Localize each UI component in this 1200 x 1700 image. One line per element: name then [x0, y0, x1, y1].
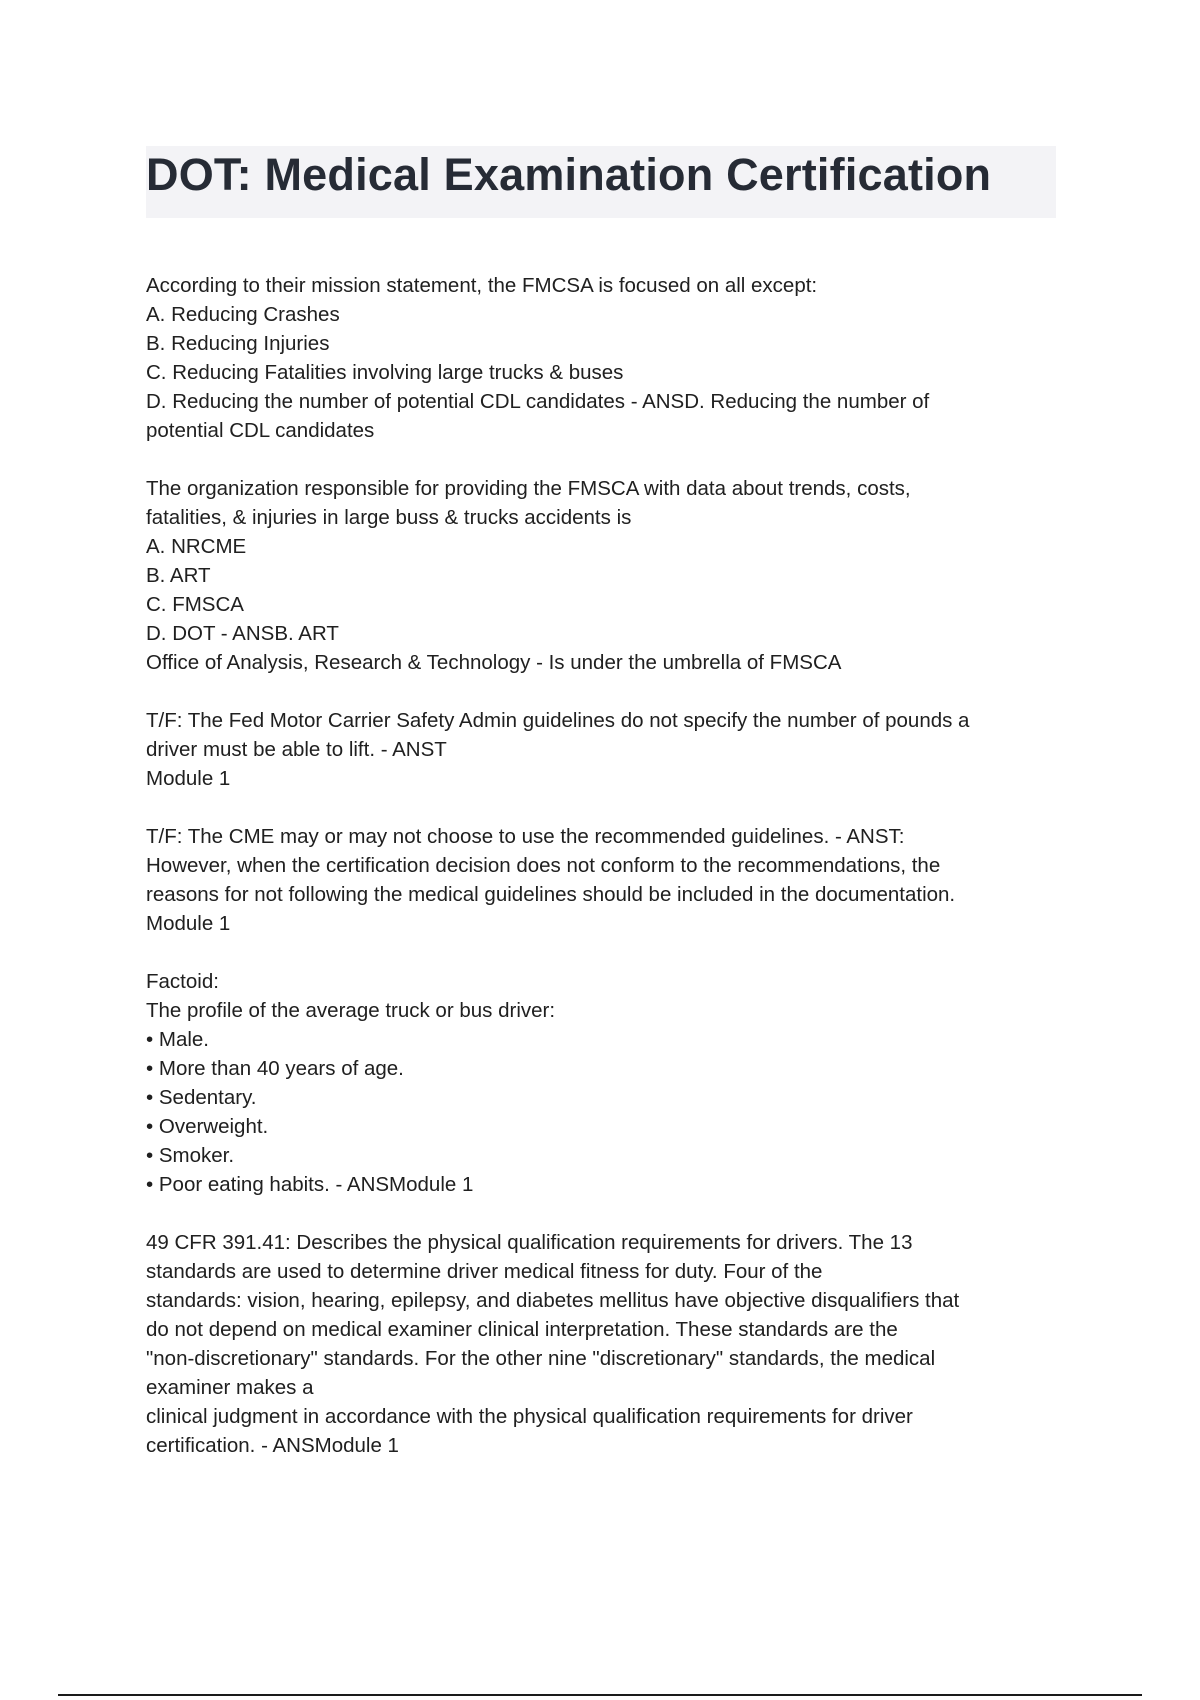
qa-block: [146, 822, 1066, 938]
text-line: T/F: The CME may or may not choose to use the recommended guidelines. - ANST:: [146, 825, 905, 848]
text-line: Module 1: [146, 767, 231, 790]
text-line: • Sedentary.: [146, 1086, 257, 1109]
qa-block: [146, 271, 1066, 445]
text-line: potential CDL candidates: [146, 419, 375, 442]
text-line: standards: vision, hearing, epilepsy, and diabetes mellitus have objective disqualifiers that: [146, 1289, 960, 1312]
text-line: certification. - ANSModule 1: [146, 1434, 399, 1457]
text-line: A. Reducing Crashes: [146, 303, 340, 326]
text-line: Factoid:: [146, 970, 219, 993]
text-line: clinical judgment in accordance with the physical qualification requirements for driver: [146, 1405, 913, 1428]
text-line: • Poor eating habits. - ANSModule 1: [146, 1173, 474, 1196]
text-line: C. FMSCA: [146, 593, 244, 616]
text-line: A. NRCME: [146, 535, 247, 558]
text-line: However, when the certification decision does not conform to the recommendations, the: [146, 854, 941, 877]
text-line: • More than 40 years of age.: [146, 1057, 404, 1080]
qa-block: [146, 474, 1066, 677]
text-line: examiner makes a: [146, 1376, 314, 1399]
text-line: standards are used to determine driver medical fitness for duty. Four of the: [146, 1260, 823, 1283]
text-line: • Male.: [146, 1028, 210, 1051]
text-line: Office of Analysis, Research & Technology - Is under the umbrella of FMSCA: [146, 651, 842, 674]
qa-block: [146, 967, 1066, 1199]
text-line: The organization responsible for providing the FMSCA with data about trends, costs,: [146, 477, 911, 500]
page-footer-rule: [58, 1694, 1142, 1696]
document-body: [146, 271, 1066, 1489]
text-line: driver must be able to lift. - ANST: [146, 738, 447, 761]
text-line: The profile of the average truck or bus driver:: [146, 999, 556, 1022]
page-title: DOT: Medical Examination Certification: [146, 149, 992, 200]
text-line: Module 1: [146, 912, 231, 935]
qa-block: [146, 706, 1066, 793]
text-line: fatalities, & injuries in large buss & trucks accidents is: [146, 506, 632, 529]
qa-block: [146, 1228, 1066, 1460]
text-line: 49 CFR 391.41: Describes the physical qualification requirements for drivers. The 13: [146, 1231, 913, 1254]
text-line: do not depend on medical examiner clinical interpretation. These standards are the: [146, 1318, 898, 1341]
text-line: • Overweight.: [146, 1115, 269, 1138]
text-line: • Smoker.: [146, 1144, 235, 1167]
text-line: C. Reducing Fatalities involving large trucks & buses: [146, 361, 624, 384]
text-line: T/F: The Fed Motor Carrier Safety Admin guidelines do not specify the number of pounds a: [146, 709, 970, 732]
text-line: B. Reducing Injuries: [146, 332, 330, 355]
text-line: reasons for not following the medical guidelines should be included in the documentation.: [146, 883, 956, 906]
text-line: B. ART: [146, 564, 211, 587]
text-line: According to their mission statement, the FMCSA is focused on all except:: [146, 274, 818, 297]
text-line: D. Reducing the number of potential CDL candidates - ANSD. Reducing the number of: [146, 390, 930, 413]
text-line: "non-discretionary" standards. For the other nine "discretionary" standards, the medical: [146, 1347, 936, 1370]
text-line: D. DOT - ANSB. ART: [146, 622, 339, 645]
